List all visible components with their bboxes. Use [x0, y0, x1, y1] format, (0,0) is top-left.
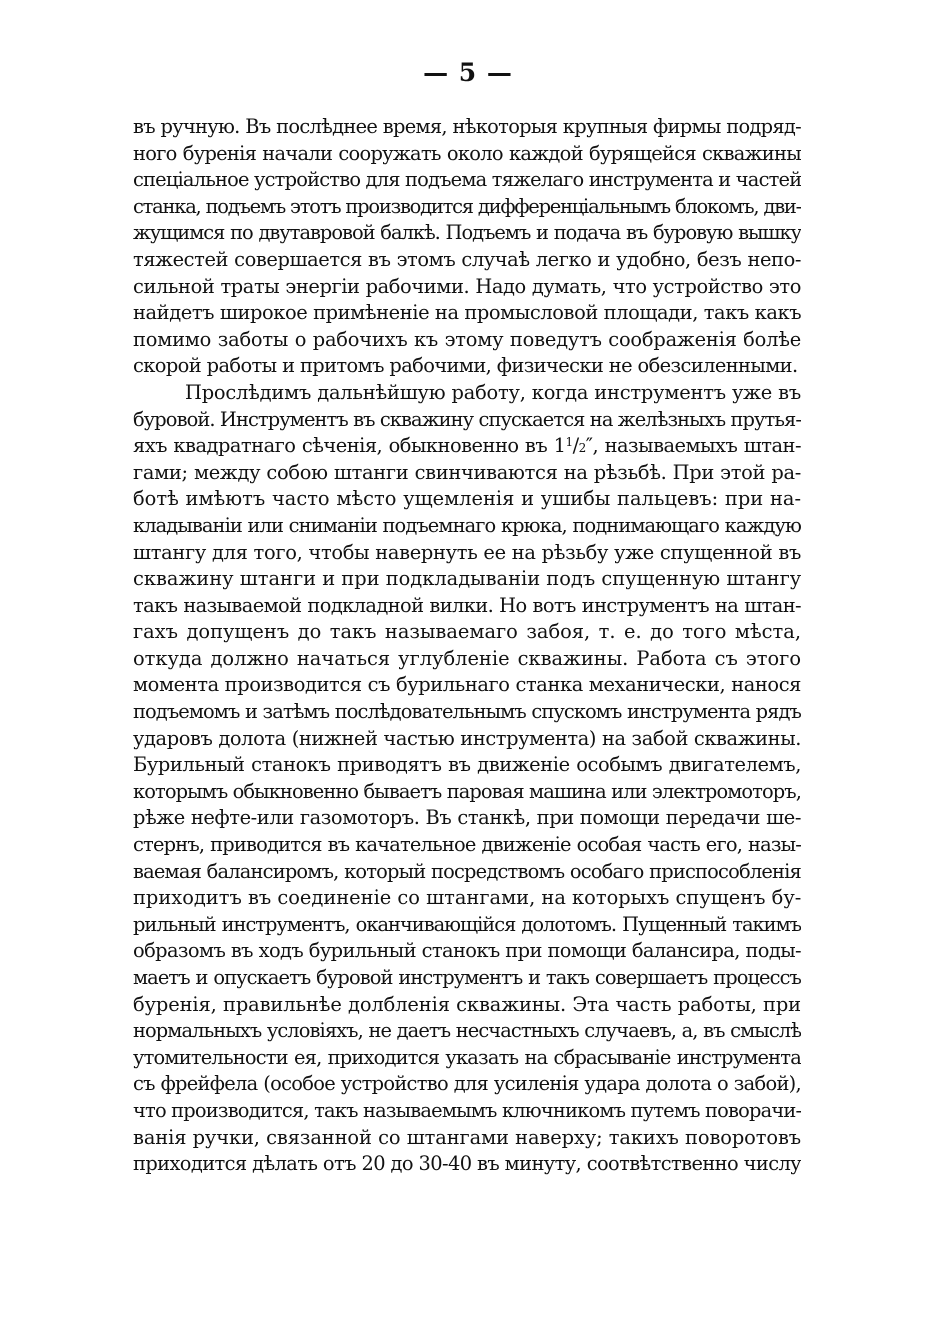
text-segment: ″, называемыхъ штан-: [585, 434, 801, 458]
text-line: съ фрейфела (особое устройство для усиленія удара долота о забой),: [133, 1072, 801, 1096]
text-line: ного буренія начали сооружать около каждой бурящейся скважины: [133, 141, 801, 165]
text-line: жущимся по двутавровой балкѣ. Подъемъ и подача въ буровую вышку: [133, 221, 801, 245]
text-line: маетъ и опускаетъ буровой инструментъ и такъ совершаетъ процессъ: [133, 966, 801, 989]
text-line: кладываніи или сниманіи подъемнаго крюка, поднимающаго каждую: [133, 513, 801, 537]
text-line: скорой работы и притомъ рабочими, физически не обезсиленными.: [133, 354, 798, 378]
text-line: рильный инструментъ, оканчивающійся долотомъ. Пущенный такимъ: [133, 912, 801, 936]
page-number: — 5 —: [423, 58, 513, 87]
text-line: спеціальное устройство для подъема тяжелаго инструмента и частей: [133, 168, 801, 192]
text-line: гахъ допущенъ до такъ называемаго забоя, т. е. до того мѣста,: [133, 620, 801, 644]
text-line: ударовъ долота (нижней частью инструмента) на забой скважины.: [133, 726, 801, 750]
text-line: образомъ въ ходъ бурильный станокъ при помощи балансира, поды-: [133, 939, 801, 963]
text-line: откуда должно начаться углубленіе скважины. Работа съ этого: [133, 646, 801, 670]
text-line: станка, подъемъ этотъ производится дифференціальнымъ блокомъ, дви-: [133, 194, 801, 218]
text-line: приходится дѣлать отъ 20 до 30-40 въ минуту, соотвѣтственно числу: [133, 1152, 801, 1176]
paragraph-1: [133, 114, 801, 380]
paragraph-2: [133, 380, 801, 1178]
text-line: что производится, такъ называемымъ ключникомъ путемъ поворачи-: [133, 1098, 801, 1122]
text-line: скважину штанги и при подкладываніи подъ спущенную штангу: [133, 567, 801, 591]
text-line: сильной траты энергіи рабочими. Надо думать, что устройство это: [133, 274, 801, 298]
text-line: приходитъ въ соединеніе со штангами, на которыхъ спущенъ бу-: [133, 886, 801, 910]
text-line: въ ручную. Въ послѣднее время, нѣкоторыя крупныя фирмы подряд-: [133, 115, 801, 138]
text-line: стернъ, приводится въ качательное движеніе особая часть его, назы-: [133, 833, 801, 857]
text-line: буренія, правильнѣе долбленія скважины. Эта часть работы, при: [133, 992, 801, 1016]
text-line: утомительности ея, приходится указать на сбрасываніе инструмента: [133, 1045, 801, 1069]
text-line: подъемомъ и затѣмъ послѣдовательнымъ спускомъ инструмента рядъ: [133, 700, 801, 724]
fraction-numerator: 1: [565, 435, 573, 450]
text-line: момента производится съ бурильнаго станка механически, нанося: [133, 673, 801, 697]
text-line: Бурильный станокъ приводятъ въ движеніе особымъ двигателемъ,: [133, 753, 801, 777]
text-line: рѣже нефте-или газомоторъ. Въ станкѣ, при помощи передачи ше-: [133, 806, 801, 830]
body-text: [133, 114, 801, 1178]
text-line: штангу для того, чтобы навернуть ее на рѣзьбу уже спущенной въ: [133, 540, 801, 564]
text-line: гами; между собою штанги свинчиваются на рѣзьбѣ. При этой ра-: [133, 460, 801, 484]
fraction-slash: /: [572, 434, 579, 458]
text-line-fraction: [133, 433, 801, 460]
text-line: ботѣ имѣютъ часто мѣсто ущемленія и ушибы пальцевъ: при на-: [133, 487, 801, 511]
text-line: нормальныхъ условіяхъ, не даетъ несчастныхъ случаевъ, а, въ смыслѣ: [133, 1019, 801, 1043]
text-line: ванія ручки, связанной со штангами наверху; такихъ поворотовъ: [133, 1125, 801, 1149]
text-line: помимо заботы о рабочихъ къ этому поведутъ соображенія болѣе: [133, 327, 801, 351]
fraction-denominator: 2: [578, 441, 586, 456]
text-line: такъ называемой подкладной вилки. Но вотъ инструментъ на штан-: [133, 593, 801, 617]
text-line: найдетъ широкое примѣненіе на промысловой площади, такъ какъ: [133, 301, 801, 325]
text-segment: яхъ квадратнаго сѣченія, обыкновенно въ 1: [133, 434, 566, 458]
text-line: буровой. Инструментъ въ скважину спускается на желѣзныхъ прутья-: [133, 407, 801, 431]
text-line: Прослѣдимъ дальнѣйшую работу, когда инструментъ уже въ: [185, 380, 801, 404]
text-line: которымъ обыкновенно бываетъ паровая машина или электромоторъ,: [133, 779, 801, 803]
text-line: ваемая балансиромъ, который посредствомъ особаго приспособленія: [133, 859, 801, 883]
text-line: тяжестей совершается въ этомъ случаѣ легко и удобно, безъ непо-: [133, 247, 801, 271]
